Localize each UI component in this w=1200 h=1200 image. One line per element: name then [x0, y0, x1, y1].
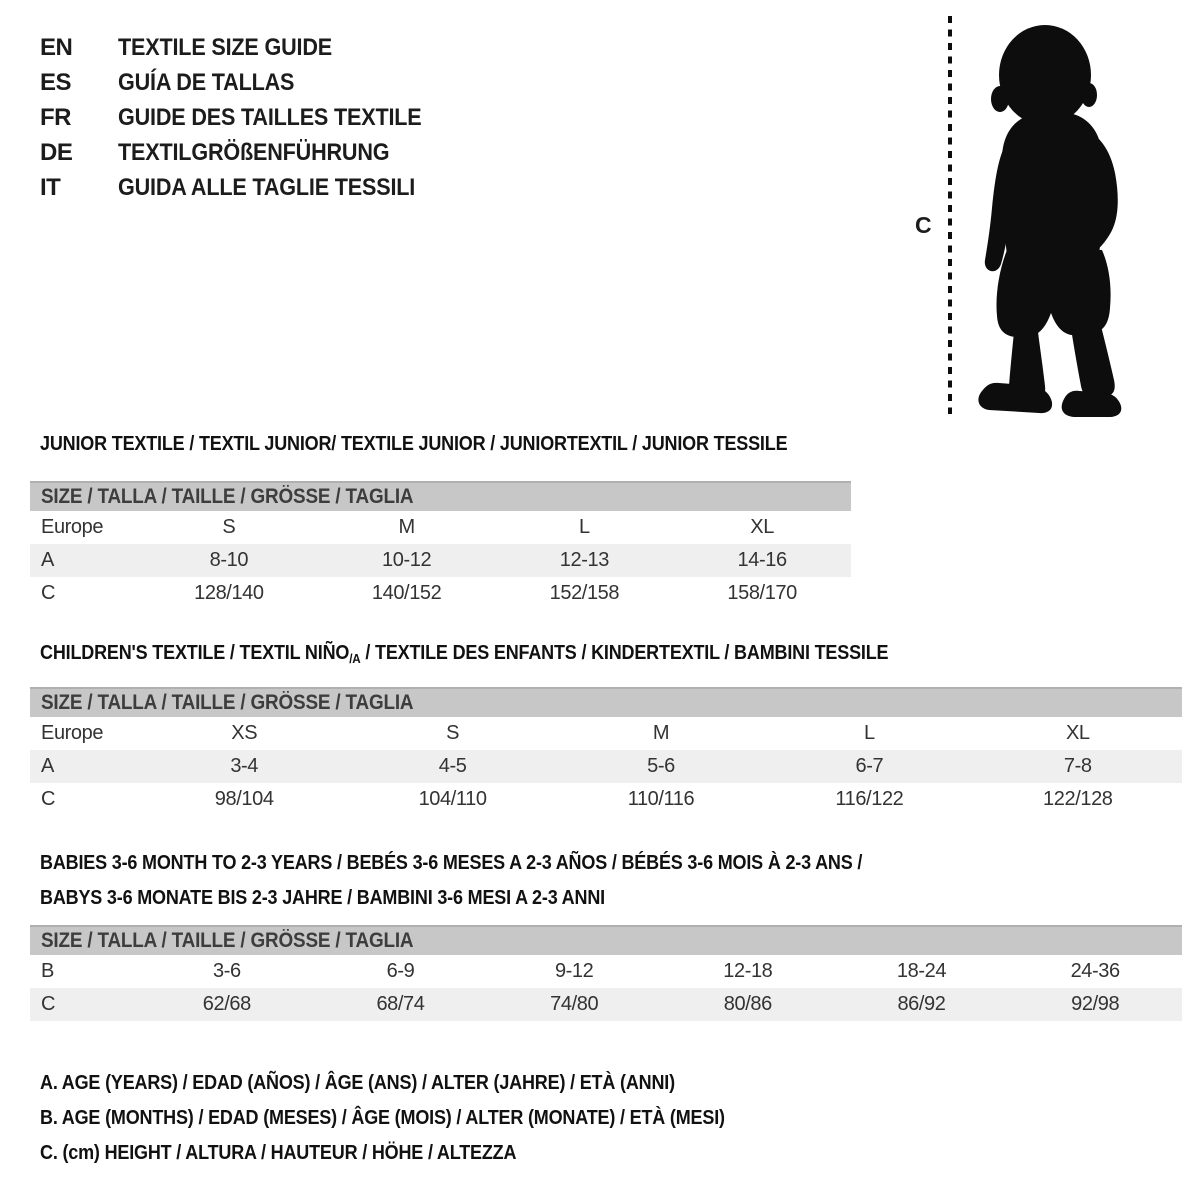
header-cell: L — [864, 722, 875, 744]
lang-code: IT — [40, 173, 61, 201]
toddler-silhouette-graphic — [905, 10, 1155, 422]
note-height-cm: C. (cm) HEIGHT / ALTURA / HAUTEUR / HÖHE / ALTEZZA — [40, 1142, 517, 1164]
table-cell: 116/122 — [835, 788, 904, 810]
header-cell: Europe — [41, 516, 104, 538]
table-cell: 12-18 — [723, 960, 773, 982]
header-cell: XL — [1065, 722, 1090, 744]
table-cell: 128/140 — [194, 582, 264, 604]
table-cell: 110/116 — [627, 788, 695, 810]
table-cell: 104/110 — [418, 788, 487, 810]
row-label: C — [41, 582, 56, 604]
row-label: B — [41, 960, 54, 982]
lang-row-fr — [40, 100, 455, 135]
title-text: / TEXTILE DES ENFANTS / KINDERTEXTIL / BAMBINI TESSILE — [360, 642, 889, 664]
table-cell: 68/74 — [376, 993, 425, 1015]
height-measure-label: C — [915, 212, 932, 238]
table-cell: 62/68 — [202, 993, 251, 1015]
table-cell: 92/98 — [1071, 993, 1120, 1015]
table-cell: 10-12 — [382, 549, 432, 571]
title-line-2: BABYS 3-6 MONATE BIS 2-3 JAHRE / BAMBINI 3-6 MESI A 2-3 ANNI — [40, 887, 605, 909]
title-text: CHILDREN'S TEXTILE / TEXTIL NIÑO — [40, 642, 350, 664]
title-line-1: BABIES 3-6 MONTH TO 2-3 YEARS / BEBÉS 3-6 MESES A 2-3 AÑOS / BÉBÉS 3-6 MOIS À 2-3 ANS / — [40, 852, 863, 874]
row-label: A — [41, 549, 54, 571]
table-cell: 86/92 — [897, 993, 946, 1015]
guide-title-es: GUÍA DE TALLAS — [118, 68, 295, 96]
row-label: C — [41, 993, 56, 1015]
header-cell: Europe — [41, 722, 104, 744]
note-age-months: B. AGE (MONTHS) / EDAD (MESES) / ÂGE (MOIS) / ALTER (MONATE) / ETÀ (MESI) — [40, 1107, 725, 1129]
babies-section-title — [40, 846, 954, 916]
junior-size-table — [30, 481, 851, 610]
header-cell: M — [652, 722, 670, 744]
lang-code: EN — [40, 33, 73, 61]
table-header-row — [30, 717, 1182, 750]
table-cell: 9-12 — [554, 960, 594, 982]
lang-row-it — [40, 170, 455, 205]
lang-row-es — [40, 65, 455, 100]
table-cell: 98/104 — [214, 788, 274, 810]
table-cell: 6-9 — [386, 960, 415, 982]
table-cell: 74/80 — [550, 993, 599, 1015]
table-cell: 24-36 — [1070, 960, 1120, 982]
legend-notes — [40, 1066, 801, 1171]
lang-row-en — [40, 30, 455, 65]
guide-title-fr: GUIDE DES TAILLES TEXTILE — [118, 103, 422, 131]
lang-row-de — [40, 135, 455, 170]
table-cell: 5-6 — [647, 755, 675, 777]
table-cell: 4-5 — [438, 755, 467, 777]
toddler-silhouette — [978, 25, 1121, 417]
title-subscript: /A — [349, 651, 361, 666]
lang-code: FR — [40, 103, 71, 131]
table-cell: 80/86 — [723, 993, 772, 1015]
table-cell: 122/128 — [1043, 788, 1113, 810]
table-cell: 12-13 — [559, 549, 609, 571]
table-row-age — [30, 750, 1182, 783]
size-header-bar: SIZE / TALLA / TAILLE / GRÖSSE / TAGLIA — [30, 481, 851, 511]
table-cell: 140/152 — [371, 582, 442, 604]
table-cell: 3-4 — [230, 755, 259, 777]
table-cell: 14-16 — [737, 549, 787, 571]
row-label: C — [41, 788, 56, 810]
children-size-table — [30, 687, 1182, 816]
lang-code: ES — [40, 68, 72, 96]
language-header — [40, 30, 455, 205]
table-cell: 152/158 — [549, 582, 620, 604]
table-row-height — [30, 783, 1182, 816]
children-section-title — [40, 641, 983, 671]
header-cell: XL — [750, 516, 774, 538]
header-cell: M — [398, 516, 415, 538]
toddler-height-figure — [905, 10, 1155, 422]
header-cell: S — [222, 516, 236, 538]
table-cell: 158/170 — [727, 582, 797, 604]
guide-title-de: TEXTILGRÖßENFÜHRUNG — [118, 138, 390, 166]
table-cell: 18-24 — [896, 960, 947, 982]
table-header-row — [30, 511, 851, 544]
row-label: A — [41, 755, 54, 777]
note-age-years: A. AGE (YEARS) / EDAD (AÑOS) / ÂGE (ANS) / ALTER (JAHRE) / ETÀ (ANNI) — [40, 1072, 675, 1094]
table-cell: 3-6 — [212, 960, 241, 982]
table-cell: 6-7 — [855, 755, 884, 777]
table-cell: 7-8 — [1063, 755, 1092, 777]
header-cell: XS — [231, 722, 258, 744]
lang-code: DE — [40, 138, 73, 166]
header-cell: L — [579, 516, 590, 538]
size-header-bar: SIZE / TALLA / TAILLE / GRÖSSE / TAGLIA — [30, 687, 1182, 717]
table-cell: 8-10 — [209, 549, 249, 571]
guide-title-it: GUIDA ALLE TAGLIE TESSILI — [118, 173, 416, 201]
guide-title-en: TEXTILE SIZE GUIDE — [118, 33, 332, 61]
table-row-months — [30, 955, 1182, 988]
table-row-height — [30, 577, 851, 610]
junior-section-title: JUNIOR TEXTILE / TEXTIL JUNIOR/ TEXTILE JUNIOR / JUNIORTEXTIL / JUNIOR TESSILE — [40, 433, 788, 455]
header-cell: S — [446, 722, 460, 744]
babies-size-table — [30, 925, 1182, 1021]
table-row-height — [30, 988, 1182, 1021]
size-header-bar: SIZE / TALLA / TAILLE / GRÖSSE / TAGLIA — [30, 925, 1182, 955]
table-row-age — [30, 544, 851, 577]
